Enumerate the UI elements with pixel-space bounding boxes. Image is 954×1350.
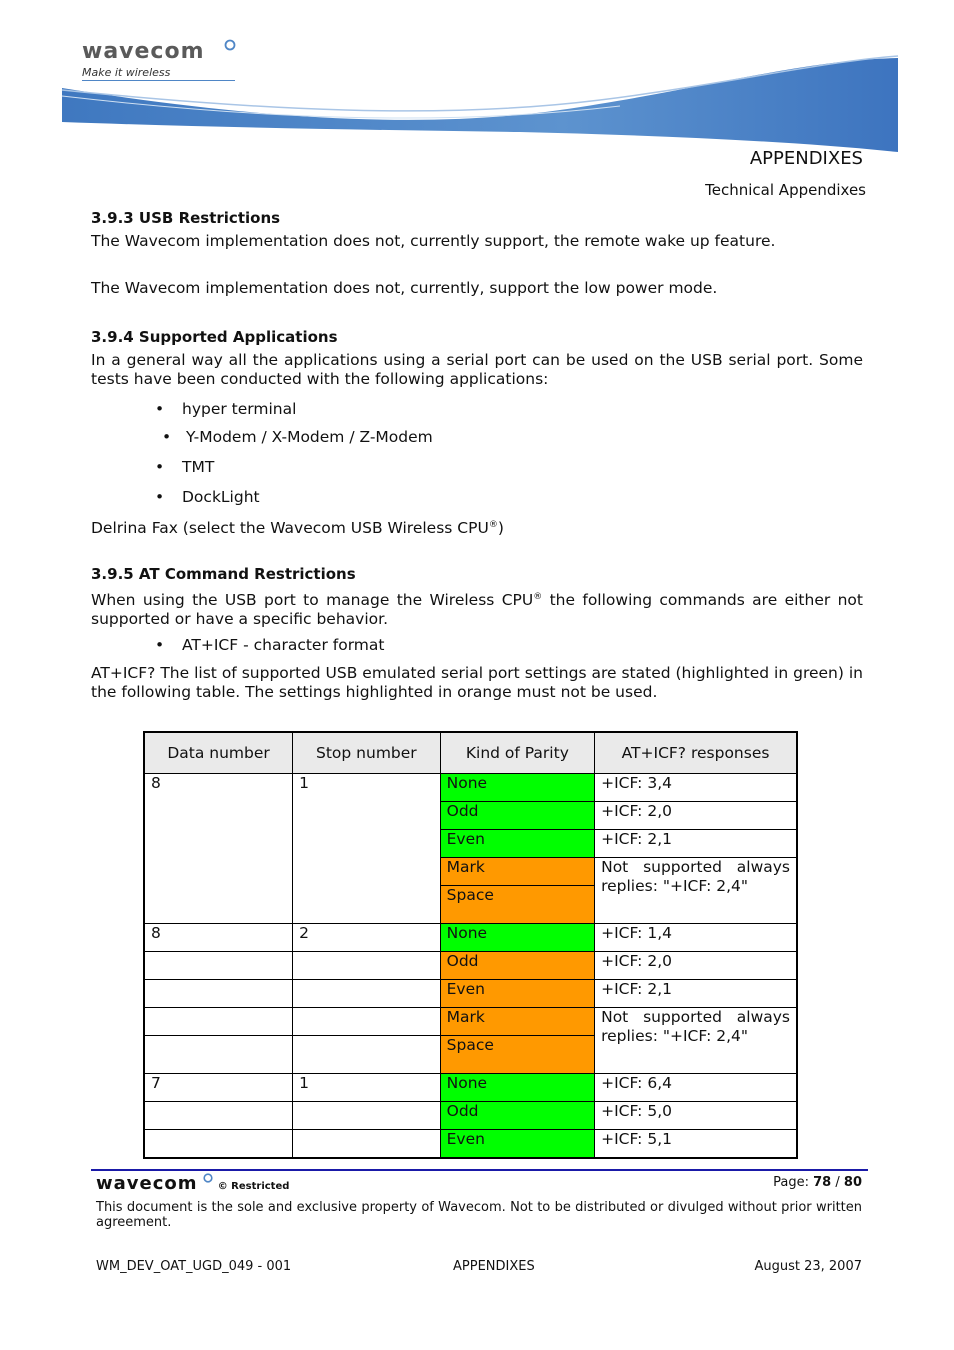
cell-parity: Odd xyxy=(440,952,594,980)
table-row xyxy=(144,1130,797,1159)
cell-data-number xyxy=(144,1130,293,1159)
bullet-icon: • xyxy=(155,636,165,654)
bullet-icon: • xyxy=(155,458,165,476)
table-row xyxy=(144,924,797,952)
bullet-icon: • xyxy=(155,400,165,418)
cell-data-number: 8 xyxy=(144,924,293,952)
column-header-parity: Kind of Parity xyxy=(440,732,594,774)
cell-parity: Space xyxy=(440,886,594,924)
cell-parity: Even xyxy=(440,1130,594,1159)
footer-page-number: Page: 78 / 80 xyxy=(773,1175,862,1190)
cell-stop-number xyxy=(293,952,441,980)
column-header-data-number: Data number xyxy=(144,732,293,774)
cell-stop-number: 1 xyxy=(293,774,441,924)
header-logo-wordmark: wavecom xyxy=(82,39,205,64)
cell-stop-number: 2 xyxy=(293,924,441,952)
table-row xyxy=(144,1074,797,1102)
cell-parity: Space xyxy=(440,1036,594,1074)
cell-parity: Even xyxy=(440,980,594,1008)
cell-parity: None xyxy=(440,1074,594,1102)
paragraph-delrina-fax: Delrina Fax (select the Wavecom USB Wireless CPU®) xyxy=(91,519,504,538)
heading-3-9-5: 3.9.5 AT Command Restrictions xyxy=(91,565,356,583)
cell-response: +ICF: 5,1 xyxy=(595,1130,797,1159)
list-item: • TMT xyxy=(155,458,215,476)
footer-notice: This document is the sole and exclusive property of Wavecom. Not to be distributed or divulged without prior written agreement. xyxy=(96,1200,862,1230)
cell-response: +ICF: 5,0 xyxy=(595,1102,797,1130)
footer-date: August 23, 2007 xyxy=(754,1259,862,1274)
logo-swirl-icon xyxy=(224,39,236,51)
table-header-row xyxy=(144,732,797,774)
footer-logo-wordmark: wavecom xyxy=(96,1173,198,1194)
cell-data-number xyxy=(144,952,293,980)
icf-settings-table xyxy=(143,731,798,1159)
cell-data-number xyxy=(144,1102,293,1130)
cell-response: Not supported always replies: "+ICF: 2,4" xyxy=(595,858,797,924)
cell-parity: Mark xyxy=(440,1008,594,1036)
cell-parity: Mark xyxy=(440,858,594,886)
cell-response: +ICF: 2,1 xyxy=(595,980,797,1008)
cell-data-number: 7 xyxy=(144,1074,293,1102)
cell-stop-number xyxy=(293,1130,441,1159)
header-section-title: APPENDIXES xyxy=(749,148,863,169)
paragraph-applications: In a general way all the applications using a serial port can be used on the USB serial port. Some tests have been conducted with the following applications: xyxy=(91,351,863,388)
cell-data-number xyxy=(144,1036,293,1074)
cell-parity: None xyxy=(440,774,594,802)
column-header-responses: AT+ICF? responses xyxy=(595,732,797,774)
table-row xyxy=(144,1008,797,1036)
header-logo xyxy=(82,40,235,81)
cell-data-number xyxy=(144,1008,293,1036)
table-row xyxy=(144,1102,797,1130)
paragraph-icf-description: AT+ICF? The list of supported USB emulated serial port settings are stated (highlighted in green) in the following table. The settings highlighted in orange must not be used. xyxy=(91,664,863,701)
heading-3-9-4: 3.9.4 Supported Applications xyxy=(91,328,338,346)
cell-response: +ICF: 6,4 xyxy=(595,1074,797,1102)
table-row xyxy=(144,774,797,802)
footer-doc-section: APPENDIXES xyxy=(453,1259,535,1274)
column-header-stop-number: Stop number xyxy=(293,732,441,774)
cell-parity: Odd xyxy=(440,802,594,830)
footer-restricted: © Restricted xyxy=(217,1181,290,1192)
cell-response: +ICF: 1,4 xyxy=(595,924,797,952)
bullet-icon: • xyxy=(162,428,172,446)
list-item: • AT+ICF - character format xyxy=(155,636,385,654)
cell-stop-number xyxy=(293,1036,441,1074)
paragraph-wake-up: The Wavecom implementation does not, currently support, the remote wake up feature. xyxy=(91,232,776,250)
cell-response: Not supported always replies: "+ICF: 2,4" xyxy=(595,1008,797,1074)
list-item: • DockLight xyxy=(155,488,260,506)
cell-parity: None xyxy=(440,924,594,952)
paragraph-low-power: The Wavecom implementation does not, currently, support the low power mode. xyxy=(91,279,718,297)
table-row xyxy=(144,952,797,980)
cell-response: +ICF: 2,1 xyxy=(595,830,797,858)
cell-response: +ICF: 2,0 xyxy=(595,802,797,830)
list-item: • Y-Modem / X-Modem / Z-Modem xyxy=(162,428,433,446)
footer-doc-ref: WM_DEV_OAT_UGD_049 - 001 xyxy=(96,1259,292,1274)
table-row xyxy=(144,980,797,1008)
cell-response: +ICF: 2,0 xyxy=(595,952,797,980)
footer-logo xyxy=(96,1173,289,1194)
footer-rule xyxy=(91,1169,868,1171)
cell-stop-number xyxy=(293,1102,441,1130)
list-item: • hyper terminal xyxy=(155,400,297,418)
cell-stop-number xyxy=(293,1008,441,1036)
tagline-underline xyxy=(82,80,235,81)
cell-parity: Even xyxy=(440,830,594,858)
header-subsection-title: Technical Appendixes xyxy=(705,181,866,199)
cell-parity: Odd xyxy=(440,1102,594,1130)
heading-3-9-3: 3.9.3 USB Restrictions xyxy=(91,209,281,227)
cell-stop-number xyxy=(293,980,441,1008)
cell-data-number: 8 xyxy=(144,774,293,924)
cell-data-number xyxy=(144,980,293,1008)
cell-stop-number: 1 xyxy=(293,1074,441,1102)
bullet-icon: • xyxy=(155,488,165,506)
logo-swirl-icon xyxy=(203,1173,213,1183)
header-tagline: Make it wireless xyxy=(82,66,171,79)
paragraph-usb-port: When using the USB port to manage the Wireless CPU® the following commands are either not supported or have a specific behavior. xyxy=(91,591,863,629)
cell-response: +ICF: 3,4 xyxy=(595,774,797,802)
